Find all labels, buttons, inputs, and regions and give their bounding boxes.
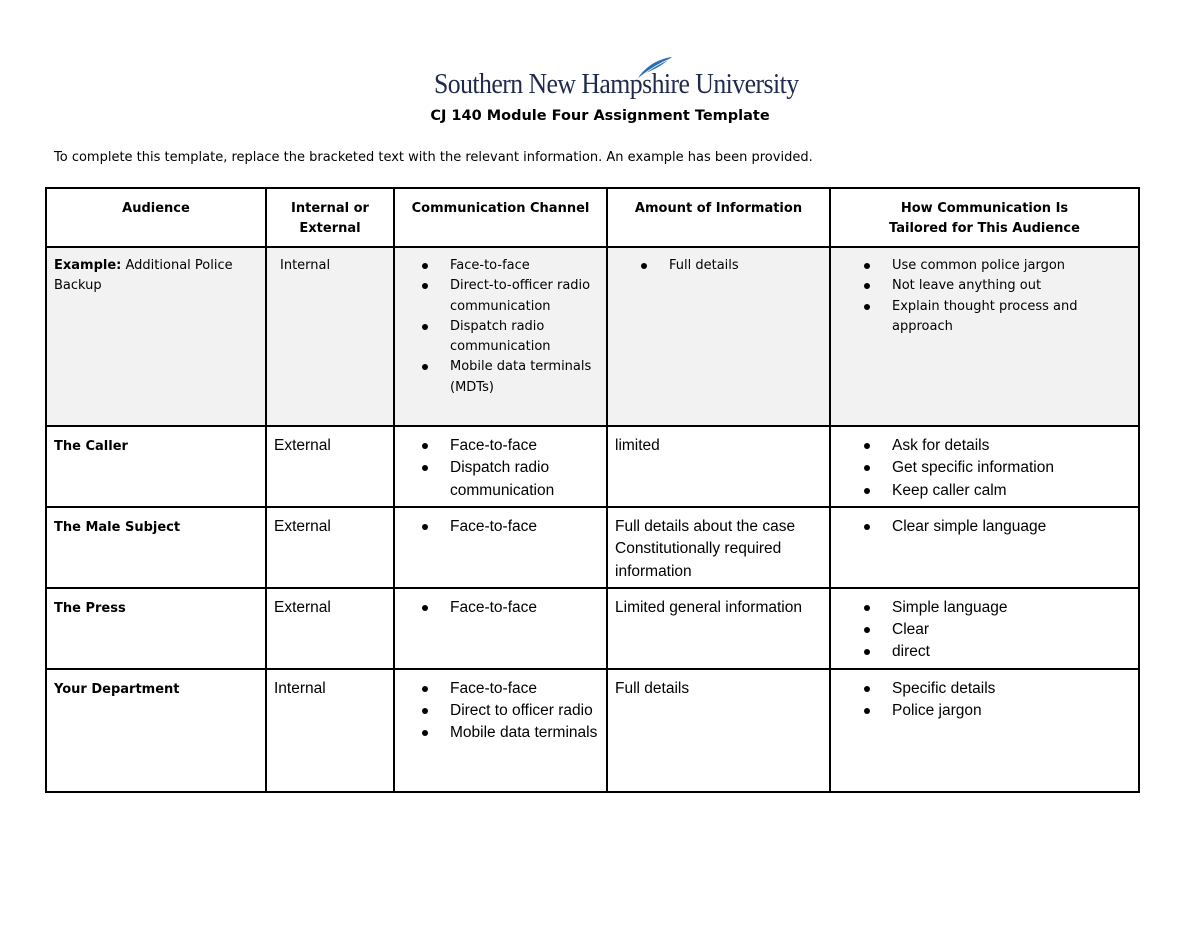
department-audience-cell: Your Department [46,669,266,792]
snhu-logo [434,56,799,104]
list-item: Dispatch radio communication [450,457,599,502]
list-item: Not leave anything out [892,276,1131,296]
document-title: CJ 140 Module Four Assignment Template [430,108,770,124]
male-subject-amount-cell[interactable] [607,507,830,588]
caller-channel-list [402,435,599,502]
department-internal-external[interactable]: Internal [266,669,394,792]
example-internal-external [266,247,394,426]
press-channel-cell[interactable] [394,588,607,669]
list-item: Face-to-face [450,256,599,276]
male-subject-amount-line-1: Full details about the case [615,518,796,535]
col-header-amount: Amount of Information [607,188,830,247]
list-item: Ask for details [892,435,1131,457]
list-item: Face-to-face [450,516,599,538]
example-internal-external-text: Internal [280,258,331,273]
press-amount-cell[interactable]: Limited general information [607,588,830,669]
example-label-prefix: Example: [54,258,122,273]
department-channel-list [402,678,599,745]
list-item: Simple language [892,597,1131,619]
list-item: Mobile data terminals (MDTs) [450,357,599,398]
example-audience-cell [46,247,266,426]
press-audience-cell: The Press [46,588,266,669]
list-item: Mobile data terminals [450,722,599,744]
department-amount-cell[interactable]: Full details [607,669,830,792]
instructions: To complete this template, replace the bracketed text with the relevant information. An example has been provided. [54,150,813,165]
list-item: direct [892,641,1131,663]
caller-tailored-list [838,435,1131,502]
list-item: Get specific information [892,457,1131,479]
col-header-tailored: How Communication Is Tailored for This Audience [830,188,1139,247]
list-item: Explain thought process and approach [892,297,1131,338]
example-amount-cell [607,247,830,426]
logo-wordmark: Southern New Hampshire University [434,69,799,100]
list-item: Face-to-face [450,597,599,619]
caller-audience-cell: The Caller [46,426,266,507]
example-channel-cell [394,247,607,426]
male-subject-tailored-list [838,516,1131,538]
col-header-internal-external: Internal or External [266,188,394,247]
example-tailored-list [838,256,1131,337]
caller-tailored-cell[interactable] [830,426,1139,507]
male-subject-channel-cell[interactable] [394,507,607,588]
male-subject-internal-external[interactable]: External [266,507,394,588]
list-item: Dispatch radio communication [450,317,599,358]
male-subject-audience-cell: The Male Subject [46,507,266,588]
assignment-table [45,187,1140,793]
press-tailored-cell[interactable] [830,588,1139,669]
list-item: Face-to-face [450,435,599,457]
male-subject-channel-list [402,516,599,538]
col-header-channel: Communication Channel [394,188,607,247]
col-header-audience: Audience [46,188,266,247]
table-row-department [46,669,1139,792]
list-item: Direct-to-officer radio communication [450,276,599,317]
list-item: Clear [892,619,1131,641]
male-subject-amount-line-2: Constitutionally required information [615,540,782,580]
list-item: Full details [669,256,822,276]
department-tailored-cell[interactable] [830,669,1139,792]
header-row [46,188,1139,247]
department-channel-cell[interactable] [394,669,607,792]
press-tailored-list [838,597,1131,664]
table-row-press [46,588,1139,669]
caller-channel-cell[interactable] [394,426,607,507]
list-item: Use common police jargon [892,256,1131,276]
male-subject-tailored-cell[interactable] [830,507,1139,588]
list-item: Direct to officer radio [450,700,599,722]
table-row-caller [46,426,1139,507]
list-item: Specific details [892,678,1131,700]
table-row-male-subject [46,507,1139,588]
example-amount-list [615,256,822,276]
list-item: Police jargon [892,700,1131,722]
press-internal-external[interactable]: External [266,588,394,669]
caller-internal-external[interactable]: External [266,426,394,507]
department-tailored-list [838,678,1131,723]
list-item: Clear simple language [892,516,1131,538]
example-tailored-cell [830,247,1139,426]
caller-amount-cell[interactable]: limited [607,426,830,507]
list-item: Keep caller calm [892,480,1131,502]
press-channel-list [402,597,599,619]
table-row-example [46,247,1139,426]
example-channel-list [402,256,599,398]
list-item: Face-to-face [450,678,599,700]
example-label-rest: Additional Police Backup [54,258,233,294]
